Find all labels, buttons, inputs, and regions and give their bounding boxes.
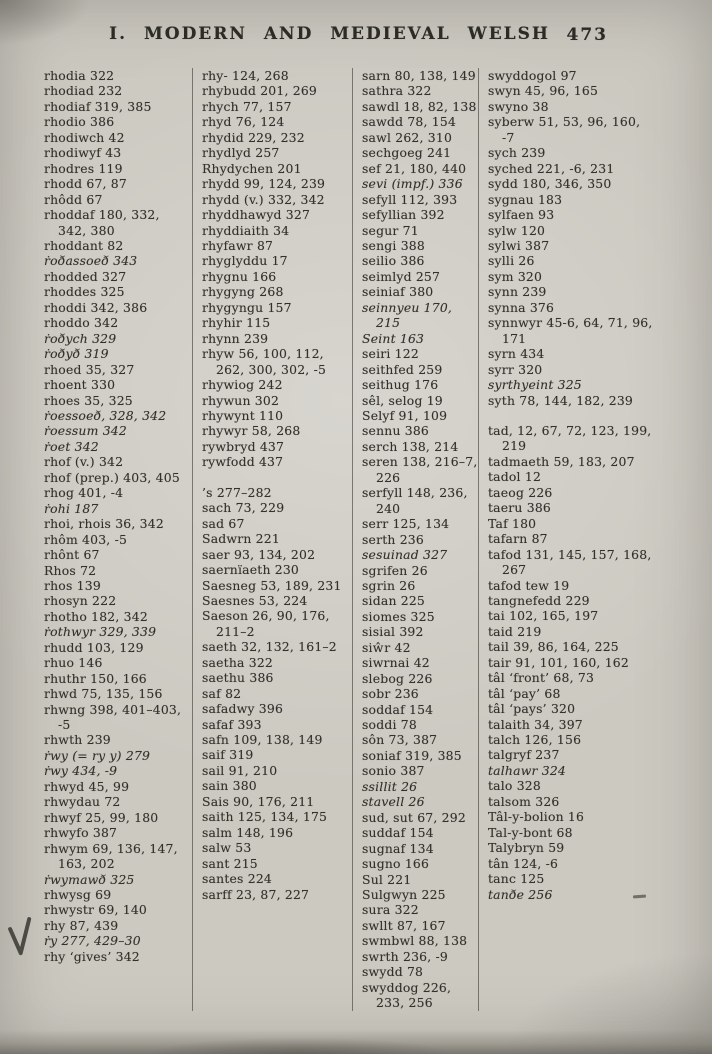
- index-entry: seiniaf 380: [362, 284, 434, 300]
- index-columns: [44, 68, 682, 1011]
- index-entry: synn 239: [488, 284, 547, 300]
- index-entry: Talybryn 59: [488, 840, 565, 856]
- index-entry: slebog 226: [362, 670, 433, 686]
- index-entry: saethu 386: [202, 670, 274, 686]
- index-entry: sgrin 26: [362, 577, 416, 593]
- page-title: I. MODERN AND MEDIEVAL WELSH: [109, 24, 550, 44]
- index-entry: soniaf 319, 385: [362, 747, 462, 763]
- index-entry: rhwng 398, 401–403, -5: [44, 701, 182, 733]
- index-entry: talo 328: [488, 778, 541, 794]
- index-entry: rhydd 99, 124, 239: [202, 176, 326, 192]
- index-entry: soddi 78: [362, 717, 417, 733]
- pencil-checkmark-icon: [7, 916, 35, 958]
- index-entry: rhudd 103, 129: [44, 639, 144, 655]
- index-entry: rhyfawr 87: [202, 237, 274, 253]
- index-entry: tafarn 87: [488, 531, 548, 547]
- index-entry: seilio 386: [362, 253, 425, 269]
- index-entry: seren 138, 216–7, 226: [362, 454, 478, 485]
- index-entry: rhoddant 82: [44, 237, 124, 253]
- index-entry: rhodio 386: [44, 114, 115, 130]
- index-entry: rhygyng 268: [202, 284, 284, 300]
- index-entry: ṙoðyð 319: [44, 346, 109, 362]
- index-entry: swyno 38: [488, 98, 549, 114]
- index-entry: serr 125, 134: [362, 516, 450, 532]
- index-entry: rhodd 67, 87: [44, 176, 127, 192]
- index-entry: rhôm 403, -5: [44, 531, 128, 547]
- index-entry: sarn 80, 138, 149: [362, 68, 476, 83]
- index-entry: saith 125, 134, 175: [202, 809, 328, 825]
- index-entry: rhywyr 58, 268: [202, 423, 301, 439]
- index-entry: sain 380: [202, 778, 257, 794]
- index-entry: rhodiad 232: [44, 83, 123, 99]
- index-entry: Saeson 26, 90, 176, 211–2: [202, 608, 330, 639]
- index-entry: ṙoðassoeð 343: [44, 253, 138, 269]
- index-entry: Seint 163: [362, 330, 425, 346]
- index-entry: syth 78, 144, 182, 239: [488, 392, 634, 408]
- index-entry: sawdl 18, 82, 138: [362, 98, 477, 114]
- index-entry: sygnau 183: [488, 191, 563, 207]
- index-entry: rhoddaf 180, 332, 342, 380: [44, 207, 160, 238]
- index-entry: tail 39, 86, 164, 225: [488, 639, 619, 655]
- index-entry: salw 53: [202, 840, 252, 856]
- index-column-3: [352, 68, 478, 1011]
- index-entry: saif 319: [202, 747, 254, 763]
- index-entry: rhyglyddu 17: [202, 253, 288, 269]
- index-entry: tâl ‘pay’ 68: [488, 685, 561, 701]
- index-entry: Sulgwyn 225: [362, 887, 446, 903]
- index-entry: rhosyn 222: [44, 593, 117, 609]
- index-entry: rhyd 76, 124: [202, 114, 285, 130]
- index-entry: saer 93, 134, 202: [202, 546, 316, 562]
- index-column-4: [478, 68, 656, 1011]
- index-entry: rhybudd 201, 269: [202, 83, 317, 99]
- index-entry: Tal-y-bont 68: [488, 824, 573, 840]
- index-entry: rhotho 182, 342: [44, 608, 148, 624]
- index-entry: sôn 73, 387: [362, 732, 438, 748]
- index-entry: taeru 386: [488, 500, 551, 516]
- index-entry: sylwi 387: [488, 237, 550, 253]
- index-entry: swrth 236, -9: [362, 948, 448, 964]
- index-entry: sant 215: [202, 855, 258, 871]
- index-entry: saernïaeth 230: [202, 562, 300, 578]
- index-entry: rhodiaf 319, 385: [44, 98, 152, 114]
- index-entry: sêl, selog 19: [362, 392, 443, 408]
- index-entry: sura 322: [362, 902, 419, 918]
- index-entry: ṙoessum 342: [44, 423, 127, 439]
- index-entry: sylli 26: [488, 253, 535, 269]
- index-entry: sesuinad 327: [362, 547, 448, 563]
- index-entry: rhodia 322: [44, 68, 115, 83]
- index-entry: syrthyeint 325: [488, 377, 582, 393]
- index-entry: rhydlyd 257: [202, 145, 280, 161]
- index-entry: rhôdd 67: [44, 191, 103, 207]
- index-entry: salm 148, 196: [202, 824, 294, 840]
- index-entry: ssillit 26: [362, 778, 418, 794]
- index-entry: tadmaeth 59, 183, 207: [488, 453, 635, 469]
- index-entry: swydd 78: [362, 964, 424, 980]
- index-entry: tair 91, 101, 160, 162: [488, 654, 629, 670]
- index-entry: siomes 325: [362, 608, 435, 624]
- index-entry: swyddogol 97: [488, 68, 577, 83]
- index-entry: synnwyr 45-6, 64, 71, 96, 171: [488, 315, 653, 346]
- index-entry: rhoi, rhois 36, 342: [44, 516, 164, 532]
- index-entry: rhwd 75, 135, 156: [44, 686, 163, 702]
- index-entry: sgrifen 26: [362, 562, 428, 578]
- index-entry: Rhos 72: [44, 562, 97, 578]
- index-entry: rhog 401, -4: [44, 485, 124, 501]
- index-entry: Tâl-y-bolion 16: [488, 809, 585, 825]
- index-entry: sud, sut 67, 292: [362, 809, 466, 825]
- index-entry: sevi (impf.) 336: [362, 176, 463, 192]
- index-entry: rhwyf 25, 99, 180: [44, 809, 159, 825]
- index-entry: talhawr 324: [488, 762, 567, 778]
- index-entry: ṙothwyr 329, 339: [44, 624, 157, 640]
- index-entry: rhuo 146: [44, 655, 103, 671]
- index-entry: rhygyngu 157: [202, 299, 292, 315]
- index-entry: rhydid 229, 232: [202, 129, 305, 145]
- index-entry: seimlyd 257: [362, 268, 441, 284]
- index-entry: sobr 236: [362, 686, 419, 702]
- index-entry: suddaf 154: [362, 825, 434, 841]
- index-entry: Saesneg 53, 189, 231: [202, 577, 342, 593]
- index-entry: sylw 120: [488, 222, 546, 238]
- index-entry: ṙoðych 329: [44, 330, 117, 346]
- index-entry: syched 221, -6, 231: [488, 160, 615, 176]
- index-entry: rhwyfo 387: [44, 825, 118, 841]
- index-entry: safaf 393: [202, 716, 262, 732]
- index-entry: sugno 166: [362, 856, 430, 872]
- index-entry: rhyw 56, 100, 112, 262, 300, 302, -5: [202, 346, 327, 377]
- index-entry: rhof (prep.) 403, 405: [44, 469, 180, 485]
- index-entry: rhyddiaith 34: [202, 222, 290, 238]
- index-entry: tafod tew 19: [488, 577, 570, 593]
- index-entry: saeth 32, 132, 161–2: [202, 639, 337, 655]
- index-entry: tanc 125: [488, 871, 545, 887]
- index-entry: rhwysg 69: [44, 887, 112, 903]
- index-entry: sonio 387: [362, 763, 425, 779]
- index-entry: rhoddo 342: [44, 315, 119, 331]
- index-entry: rhywynt 110: [202, 407, 284, 423]
- index-entry: seiri 122: [362, 346, 419, 362]
- index-entry: tai 102, 165, 197: [488, 608, 599, 624]
- index-entry: serfyll 148, 236, 240: [362, 485, 468, 516]
- index-entry: rhodiwyf 43: [44, 145, 122, 161]
- index-entry: tâl ‘pays’ 320: [488, 701, 576, 717]
- index-entry: seithug 176: [362, 377, 439, 393]
- index-entry: rhuthr 150, 166: [44, 670, 147, 686]
- index-entry: rhywun 302: [202, 392, 280, 408]
- index-entry: sathra 322: [362, 83, 432, 99]
- section-gap: [202, 470, 352, 485]
- index-entry: rhof (v.) 342: [44, 454, 124, 470]
- index-entry: swyddog 226, 233, 256: [362, 979, 452, 1011]
- index-entry: Saesnes 53, 224: [202, 592, 308, 608]
- index-entry: tadol 12: [488, 469, 542, 485]
- index-entry: Selyf 91, 109: [362, 407, 448, 423]
- index-entry: rhwydau 72: [44, 794, 121, 810]
- index-entry: sef 21, 180, 440: [362, 160, 467, 176]
- index-entry: syrr 320: [488, 361, 543, 377]
- index-entry: rywbryd 437: [202, 438, 285, 454]
- index-entry: swmbwl 88, 138: [362, 933, 468, 949]
- page-header: [0, 24, 712, 54]
- index-entry: rhwth 239: [44, 732, 111, 748]
- index-entry: rhywiog 242: [202, 377, 283, 393]
- index-entry: saetha 322: [202, 654, 274, 670]
- index-entry: ṙwy (= ry y) 279: [44, 747, 151, 763]
- index-entry: siŵr 42: [362, 639, 411, 655]
- index-entry: sydd 180, 346, 350: [488, 176, 612, 192]
- index-entry: ṙohi 187: [44, 500, 99, 516]
- index-entry: saf 82: [202, 685, 242, 701]
- index-entry: syberw 51, 53, 96, 160, -7: [488, 114, 641, 145]
- index-entry: ṙwy 434, -9: [44, 763, 118, 779]
- index-entry: sengi 388: [362, 237, 425, 253]
- index-entry: sych 239: [488, 145, 546, 161]
- index-entry: rhônt 67: [44, 547, 100, 563]
- index-entry: sefyllian 392: [362, 207, 445, 223]
- index-entry: rhwystr 69, 140: [44, 902, 148, 918]
- index-entry: taeog 226: [488, 484, 553, 500]
- index-entry: rhynn 239: [202, 330, 269, 346]
- index-entry: talaith 34, 397: [488, 716, 583, 732]
- index-entry: rhygnu 166: [202, 268, 277, 284]
- index-entry: tangnefedd 229: [488, 592, 590, 608]
- index-entry: rhyhir 115: [202, 315, 271, 331]
- index-entry: seinnyeu 170, 215: [362, 299, 453, 331]
- index-entry: sefyll 112, 393: [362, 191, 458, 207]
- index-entry: Rhydychen 201: [202, 160, 302, 176]
- index-entry: sugnaf 134: [362, 840, 434, 856]
- index-entry: segur 71: [362, 222, 419, 238]
- index-entry: rhwyd 45, 99: [44, 778, 130, 794]
- index-entry: rhodded 327: [44, 268, 127, 284]
- index-entry: rywfodd 437: [202, 454, 284, 470]
- index-entry: rhoddes 325: [44, 284, 125, 300]
- index-entry: talgryf 237: [488, 747, 560, 763]
- index-entry: rhos 139: [44, 577, 101, 593]
- index-entry: rhodiwch 42: [44, 129, 125, 145]
- index-entry: tâl ‘front’ 68, 73: [488, 670, 595, 686]
- index-entry: swyn 45, 96, 165: [488, 83, 599, 99]
- index-entry: sechgoeg 241: [362, 145, 452, 161]
- index-entry: serch 138, 214: [362, 438, 459, 454]
- index-entry: sylfaen 93: [488, 207, 555, 223]
- index-entry: rhwym 69, 136, 147, 163, 202: [44, 840, 178, 872]
- index-entry: soddaf 154: [362, 701, 434, 717]
- index-entry: safadwy 396: [202, 701, 284, 717]
- index-entry: rhych 77, 157: [202, 98, 292, 114]
- index-entry: sennu 386: [362, 423, 430, 439]
- index-entry: seithfed 259: [362, 361, 443, 377]
- index-entry: stavell 26: [362, 794, 425, 810]
- index-entry: sach 73, 229: [202, 500, 285, 516]
- index-entry: santes 224: [202, 871, 272, 887]
- index-entry: sym 320: [488, 268, 543, 284]
- index-entry: rhyddhawyd 327: [202, 207, 311, 223]
- index-entry: sawl 262, 310: [362, 129, 453, 145]
- index-entry: rhodres 119: [44, 160, 123, 176]
- index-entry: rhoed 35, 327: [44, 361, 135, 377]
- index-entry: serth 236: [362, 531, 424, 547]
- index-entry: sisial 392: [362, 624, 424, 640]
- index-entry: Sadwrn 221: [202, 531, 280, 547]
- index-entry: syrn 434: [488, 346, 545, 362]
- index-entry: sarff 23, 87, 227: [202, 886, 310, 902]
- index-entry: tân 124, -6: [488, 855, 559, 871]
- page-number: 473: [566, 25, 608, 45]
- index-entry: talsom 326: [488, 793, 560, 809]
- index-entry: sawdd 78, 154: [362, 114, 457, 130]
- index-entry: sidan 225: [362, 593, 426, 609]
- index-entry: safn 109, 138, 149: [202, 732, 323, 748]
- index-entry: ṙoessoeð, 328, 342: [44, 407, 167, 423]
- index-entry: Taf 180: [488, 515, 537, 531]
- index-entry: rhy 87, 439: [44, 917, 119, 933]
- section-gap: [488, 408, 656, 423]
- index-entry: siwrnai 42: [362, 655, 430, 671]
- index-entry: Sul 221: [362, 871, 412, 887]
- index-entry: ṙwymawð 325: [44, 871, 135, 887]
- index-entry: rhoent 330: [44, 377, 116, 393]
- index-entry: rhoddi 342, 386: [44, 299, 148, 315]
- index-entry: sad 67: [202, 515, 245, 531]
- index-entry: rhy- 124, 268: [202, 68, 289, 83]
- index-entry: rhy ‘gives’ 342: [44, 948, 140, 964]
- index-entry: sail 91, 210: [202, 762, 278, 778]
- index-entry: tafod 131, 145, 157, 168, 267: [488, 546, 652, 578]
- index-entry: rhoes 35, 325: [44, 392, 133, 408]
- index-entry: swllt 87, 167: [362, 917, 446, 933]
- index-column-2: [192, 68, 352, 1011]
- index-column-1: [44, 68, 192, 1011]
- index-entry: Sais 90, 176, 211: [202, 793, 315, 809]
- index-entry: rhydd (v.) 332, 342: [202, 191, 325, 207]
- index-entry: ’s 277–282: [202, 484, 272, 500]
- index-entry: ṙoet 342: [44, 438, 99, 454]
- index-entry: taid 219: [488, 623, 542, 639]
- scan-bottom-edge: [0, 1030, 712, 1054]
- index-entry: tanðe 256: [488, 886, 553, 902]
- index-entry: talch 126, 156: [488, 732, 582, 748]
- index-entry: ṙy 277, 429–30: [44, 933, 141, 949]
- index-entry: tad, 12, 67, 72, 123, 199, 219: [488, 422, 652, 454]
- index-entry: synna 376: [488, 299, 555, 315]
